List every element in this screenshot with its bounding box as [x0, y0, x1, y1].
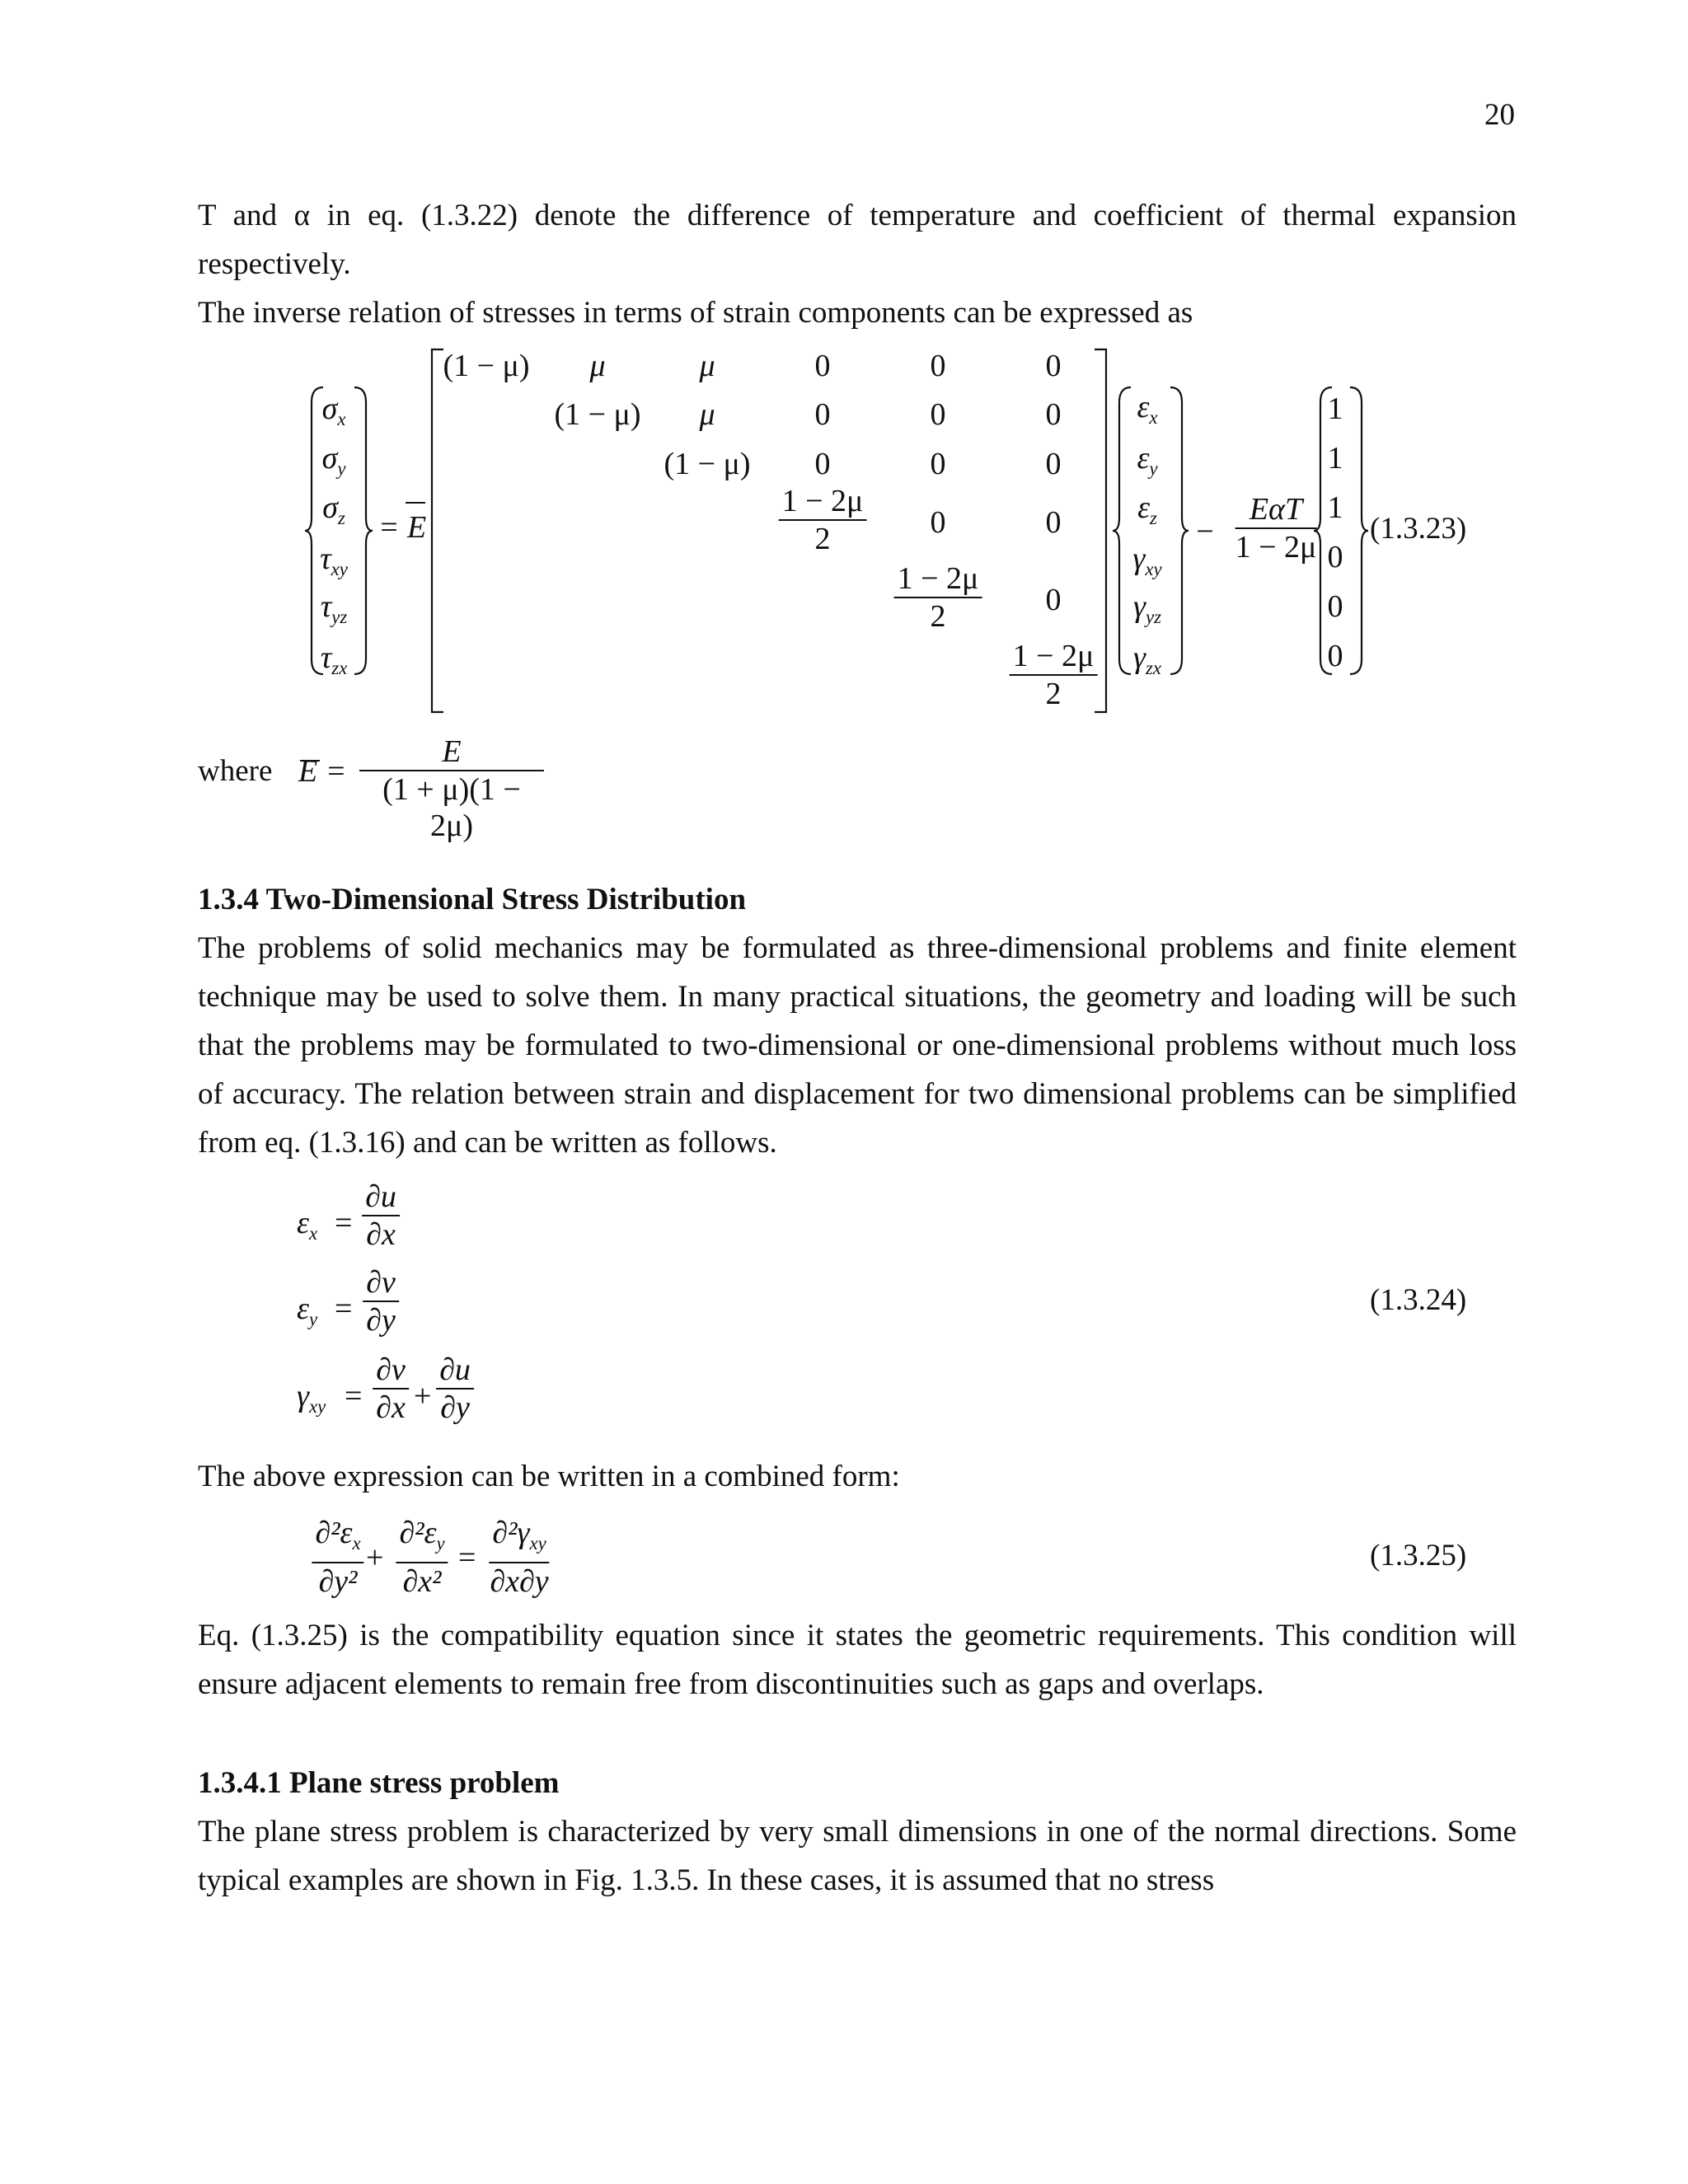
strain-eps-x: $\varepsilon_x$: [1137, 390, 1158, 428]
thermal-minus: −: [1196, 514, 1214, 549]
eq25-term3: $\partial^2\gamma_{xy}$ ∂x∂y: [490, 1516, 549, 1599]
equation-1-3-23: [0, 0, 1688, 742]
paragraph-two-dimensional: The problems of solid mechanics may be formulated as three-dimensional problems and finite element technique may be used to solve them. In many practical situations, the geometry and loading will be such that the problems may be formulated to two-dimensional or one-dimensional problems without much loss of accuracy. The relation between strain and displacement for two dimensional problems can be simplified from eq. (1.3.16) and can be written as follows.: [198, 931, 1517, 1160]
where-ebar-definition: [0, 725, 1688, 843]
strain-vector-right-brace: [1169, 386, 1189, 676]
m16: 0: [1045, 349, 1062, 383]
paragraph-thermal-terms: T and α in eq. (1.3.22) denote the difference of temperature and coefficient of thermal expansion respectively.: [198, 199, 1517, 281]
stress-sigma-x: $\sigma_x$: [321, 391, 346, 429]
eq24-dv-dy: ∂v ∂y: [363, 1264, 399, 1338]
strain-eps-z: $\varepsilon_z$: [1137, 490, 1157, 528]
stress-tau-zx: $\tau_{zx}$: [320, 640, 348, 678]
where-ebar-overline: [300, 760, 320, 762]
m22: (1 − μ): [554, 397, 641, 432]
equation-1-3-24: [0, 1170, 1688, 1451]
eq25-equals: =: [458, 1540, 476, 1575]
m11: (1 − μ): [443, 349, 530, 383]
stress-sigma-z: $\sigma_z$: [322, 490, 345, 528]
eq24-eps-x-lhs: $\varepsilon_x$: [297, 1206, 318, 1244]
m25: 0: [930, 397, 946, 432]
paragraph-combined-form: The above expression can be written in a combined form:: [198, 1460, 900, 1493]
m33: (1 − μ): [663, 447, 751, 481]
eq25-term1: $\partial^2\varepsilon_x$ ∂y²: [312, 1515, 363, 1600]
section-heading-1-3-4: 1.3.4 Two-Dimensional Stress Distribution: [198, 883, 747, 916]
eq25-plus: +: [366, 1540, 384, 1575]
thermal-v6: 0: [1327, 639, 1343, 673]
matrix-left-bracket: [429, 348, 445, 714]
stress-tau-yz: $\tau_{yz}$: [320, 589, 348, 627]
thermal-v4: 0: [1327, 540, 1343, 574]
stress-sigma-y: $\sigma_y$: [321, 441, 346, 479]
m55: 1 − 2μ 2: [894, 560, 982, 635]
eq24-gamma-equals: =: [345, 1379, 363, 1413]
m46: 0: [1045, 505, 1062, 540]
thermal-vector-right-brace: [1348, 386, 1368, 676]
m36: 0: [1045, 447, 1062, 481]
thermal-v1: 1: [1327, 391, 1343, 426]
page-number: 20: [1484, 98, 1515, 132]
equation-number-1-3-25: (1.3.25): [1370, 1539, 1467, 1572]
strain-eps-y: $\varepsilon_y$: [1137, 441, 1158, 479]
eq24-gamma-xy-lhs: $\gamma_{xy}$: [297, 1379, 326, 1417]
m56: 0: [1045, 583, 1062, 617]
m35: 0: [930, 447, 946, 481]
strain-gamma-zx: $\gamma_{zx}$: [1133, 640, 1161, 678]
m23: μ: [699, 397, 715, 432]
strain-vector-left-brace: [1114, 386, 1134, 676]
m14: 0: [814, 349, 831, 383]
thermal-v2: 1: [1327, 441, 1343, 476]
where-fraction: E (1 + μ)(1 − 2μ): [359, 733, 544, 844]
equals-ebar: = E: [377, 510, 427, 545]
equation-number-1-3-23: (1.3.23): [1370, 512, 1467, 546]
eq24-du-dx: ∂u ∂x: [362, 1179, 400, 1253]
thermal-v5: 0: [1327, 589, 1343, 624]
paragraph-inverse-relation: The inverse relation of stresses in terms of strain components can be expressed as: [198, 296, 1193, 330]
thermal-vector-left-brace: [1315, 386, 1335, 676]
thermal-v3: 1: [1327, 490, 1343, 525]
eq24-eps-x-equals: =: [335, 1206, 353, 1240]
stress-tau-xy: $\tau_{xy}$: [320, 541, 348, 579]
eq24-du-dy: ∂u ∂y: [436, 1352, 474, 1426]
equation-1-3-25: [0, 1508, 1688, 1615]
where-label: where: [198, 754, 273, 788]
m13: μ: [699, 349, 715, 383]
m24: 0: [814, 397, 831, 432]
eq24-plus: +: [414, 1379, 432, 1413]
eq24-dv-dx: ∂v ∂x: [373, 1352, 409, 1426]
section-heading-1-3-4-1: 1.3.4.1 Plane stress problem: [198, 1766, 560, 1800]
strain-gamma-yz: $\gamma_{yz}$: [1133, 589, 1161, 627]
m26: 0: [1045, 397, 1062, 432]
m66: 1 − 2μ 2: [1010, 638, 1098, 712]
paragraph-plane-stress: The plane stress problem is characterized by very small dimensions in one of the normal directions. Some typical examples are shown in Fig. 1.3.5. In these cases, it is assumed that no stress: [198, 1815, 1517, 1897]
paragraph-compatibility: Eq. (1.3.25) is the compatibility equation since it states the geometric requirements. This condition will ensure adjacent elements to remain free from discontinuities such as gaps and overlaps.: [198, 1619, 1517, 1701]
strain-gamma-xy: $\gamma_{xy}$: [1132, 541, 1162, 579]
m34: 0: [814, 447, 831, 481]
stress-vector-right-brace: [353, 386, 373, 676]
thermal-fraction: EαT 1 − 2μ: [1235, 492, 1317, 565]
eq25-term2: $\partial^2\varepsilon_y$ ∂x²: [396, 1515, 448, 1600]
where-lhs: E =: [298, 754, 347, 789]
eq24-eps-y-lhs: $\varepsilon_y$: [297, 1291, 318, 1329]
m45: 0: [930, 505, 946, 540]
equation-number-1-3-24: (1.3.24): [1370, 1283, 1467, 1317]
m15: 0: [930, 349, 946, 383]
eq24-eps-y-equals: =: [335, 1291, 353, 1326]
m44: 1 − 2μ 2: [779, 483, 867, 557]
ebar-overline: [406, 502, 425, 504]
m12: μ: [589, 349, 606, 383]
